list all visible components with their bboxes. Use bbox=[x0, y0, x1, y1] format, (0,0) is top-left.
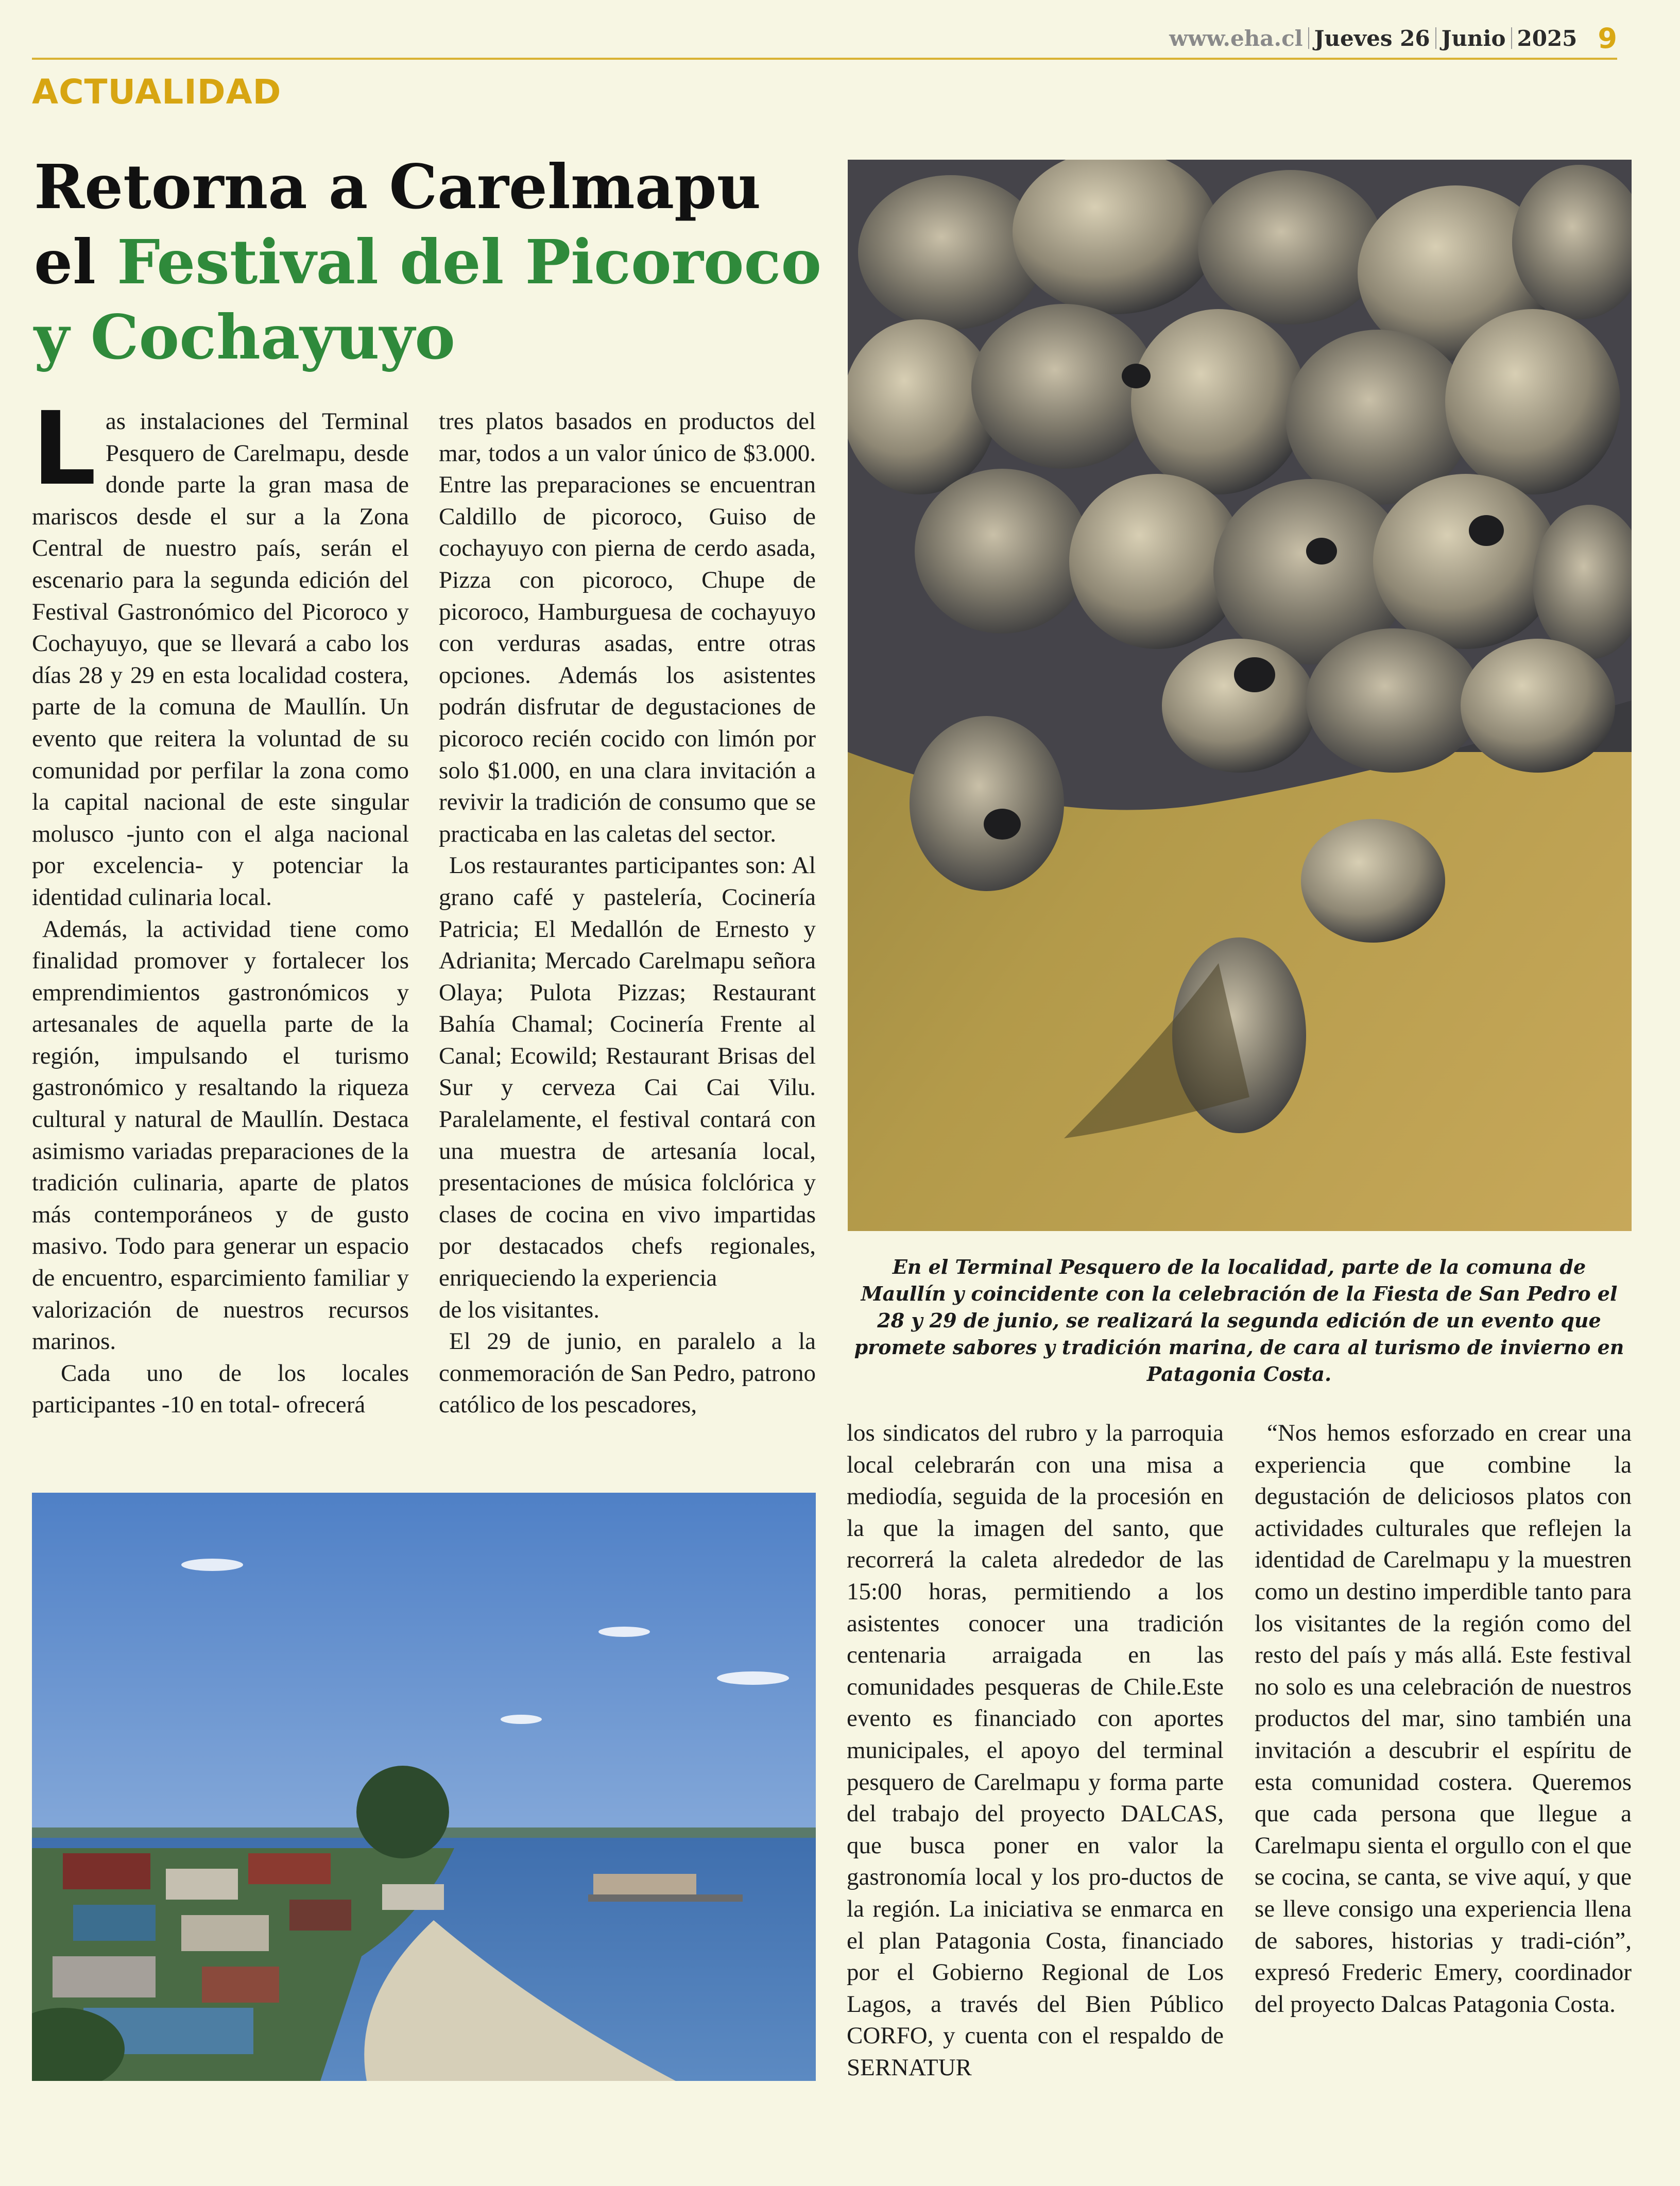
header-month: Junio bbox=[1441, 25, 1506, 51]
header-day: Jueves 26 bbox=[1314, 25, 1430, 51]
carelmapu-town-photo bbox=[32, 1493, 816, 2081]
header-meta bbox=[1169, 23, 1617, 54]
site-url[interactable]: www.eha.cl bbox=[1169, 25, 1303, 51]
paragraph: tres platos basados en productos del mar, todos a un valor único de $3.000. Entre las preparaciones se encuentran Caldillo de picoroco, Guiso de cochayuyo con pierna de cerdo asada, Pizza con picoroco, Chupe de picoroco, Hamburguesa de cochayuyo con verduras asadas, entre otras opciones. Además los asistentes podrán disfrutar de degustaciones de picoroco recién cocido con limón por solo $1.000, en una clara invitación a revivir la tradición de consumo que se practicaba en las caletas del sector. bbox=[439, 408, 816, 847]
headline-line-2-prefix: el bbox=[34, 226, 117, 298]
article-column-1 bbox=[32, 406, 409, 1488]
photo-caption: En el Terminal Pesquero de la localidad, parte de la comuna de Maullín y coincidente con la celebración de la Fiesta de San Pedro el 28 y 29 de junio, se realizará la segunda edición de un evento que promete sabores y tradición marina, de cara al turismo de invierno en Patagonia Costa. bbox=[854, 1255, 1624, 1386]
paragraph-text: as instalaciones del Terminal Pesquero de Carelmapu, desde donde parte la gran masa de mariscos desde el sur a la Zona Central de nuestro país, serán el escenario para la segunda edición del Festival Gastronómico del Picoroco y Cochayuyo, que se llevará a cabo los días 28 y 29 en esta localidad costera, parte de la comuna de Maullín. Un evento que reitera la voluntad de su comunidad por perfilar la zona como la capital nacional de este singular molusco -junto con el alga nacional por excelencia- y potenciar la identidad culinaria local. bbox=[32, 408, 409, 911]
headline bbox=[34, 149, 837, 375]
paragraph: Los restaurantes participantes son: Al grano café y pastelería, Cocinería Patricia; El Medallón de Ernesto y Adrianita; Mercado Carelmapu señora Olaya; Pulota Pizzas; Restaurant Bahía Chamal; Cocinería Frente al Canal; Ecowild; Restaurant Brisas del Sur y cerveza Cai Cai Vilu. Paralelamente, el festival contará con una muestra de artesanía local, presentaciones de música folclórica y clases de cocina en vivo impartidas por destacados chefs regionales, enriqueciendo la experiencia bbox=[439, 852, 816, 1292]
header-divider bbox=[1435, 27, 1436, 49]
article-column-2 bbox=[439, 406, 816, 1431]
header-rule bbox=[32, 58, 1617, 60]
headline-line-3: y Cochayuyo bbox=[34, 301, 455, 373]
paragraph: El 29 de junio, en paralelo a la conmemoración de San Pedro, patrono católico de los pescadores, bbox=[439, 1328, 816, 1419]
paragraph: de los visitantes. bbox=[439, 1296, 599, 1323]
article-column-3 bbox=[847, 1418, 1224, 2087]
header-year: 2025 bbox=[1517, 25, 1578, 51]
page-number: 9 bbox=[1598, 22, 1617, 55]
paragraph: Además, la actividad tiene como finalidad promover y fortalecer los emprendimientos gastronómicos y artesanales de aquella parte de la región, impulsando el turismo gastronómico y resaltando la riqueza cultural y natural de Maullín. Destaca asimismo variadas preparaciones de la tradición culinaria, aparte de platos más contemporáneos y de gusto masivo. Todo para generar un espacio de encuentro, esparcimiento familiar y valorización de nuestros recursos marinos. bbox=[32, 915, 409, 1355]
section-label: ACTUALIDAD bbox=[32, 72, 282, 112]
headline-line-1: Retorna a Carelmapu bbox=[34, 151, 761, 223]
paragraph: “Nos hemos esforzado en crear una experiencia que combine la degustación de deliciosos platos con actividades culturales que reflejen la identidad de Carelmapu y la muestren como un destino imperdible tanto para los visitantes de la región como del resto del país y más allá. Este festival no solo es una celebración de nuestros productos del mar, sino también una invitación a descubrir el espíritu de esta comunidad costera. Queremos que cada persona que llegue a Carelmapu sienta el orgullo con el que se cocina, se canta, se vive aquí, y que se lleve consigo una experiencia llena de sabores, historias y tradi-ción”, expresó Frederic Emery, coordinador del proyecto Dalcas Patagonia Costa. bbox=[1255, 1420, 1632, 2018]
paragraph: los sindicatos del rubro y la parroquia local celebrarán con una misa a mediodía, seguida de la procesión en la que la imagen del santo, que recorrerá la caleta alrededor de las 15:00 horas, permitiendo a los asistentes conocer una tradición centenaria arraigada en las comunidades pesqueras de Chile.Este evento es financiado con aportes municipales, el apoyo del terminal pesquero de Carelmapu y forma parte del trabajo del proyecto DALCAS, que busca poner en valor la gastronomía local y los pro-ductos de la región. La iniciativa se enmarca en el plan Patagonia Costa, financiado por el Gobierno Regional de Los Lagos, a través del Bien Público CORFO, y cuenta con el respaldo de SERNATUR bbox=[847, 1420, 1224, 2081]
header-divider bbox=[1511, 27, 1512, 49]
drop-cap: L bbox=[32, 406, 96, 508]
paragraph bbox=[32, 406, 409, 914]
headline-line-2-highlight: Festival del Picoroco bbox=[116, 226, 822, 298]
article-column-4 bbox=[1255, 1418, 1632, 2087]
paragraph: Cada uno de los locales participantes -10 en total- ofrecerá bbox=[32, 1359, 409, 1419]
barnacles-photo bbox=[848, 160, 1632, 1231]
header-divider bbox=[1308, 27, 1309, 49]
